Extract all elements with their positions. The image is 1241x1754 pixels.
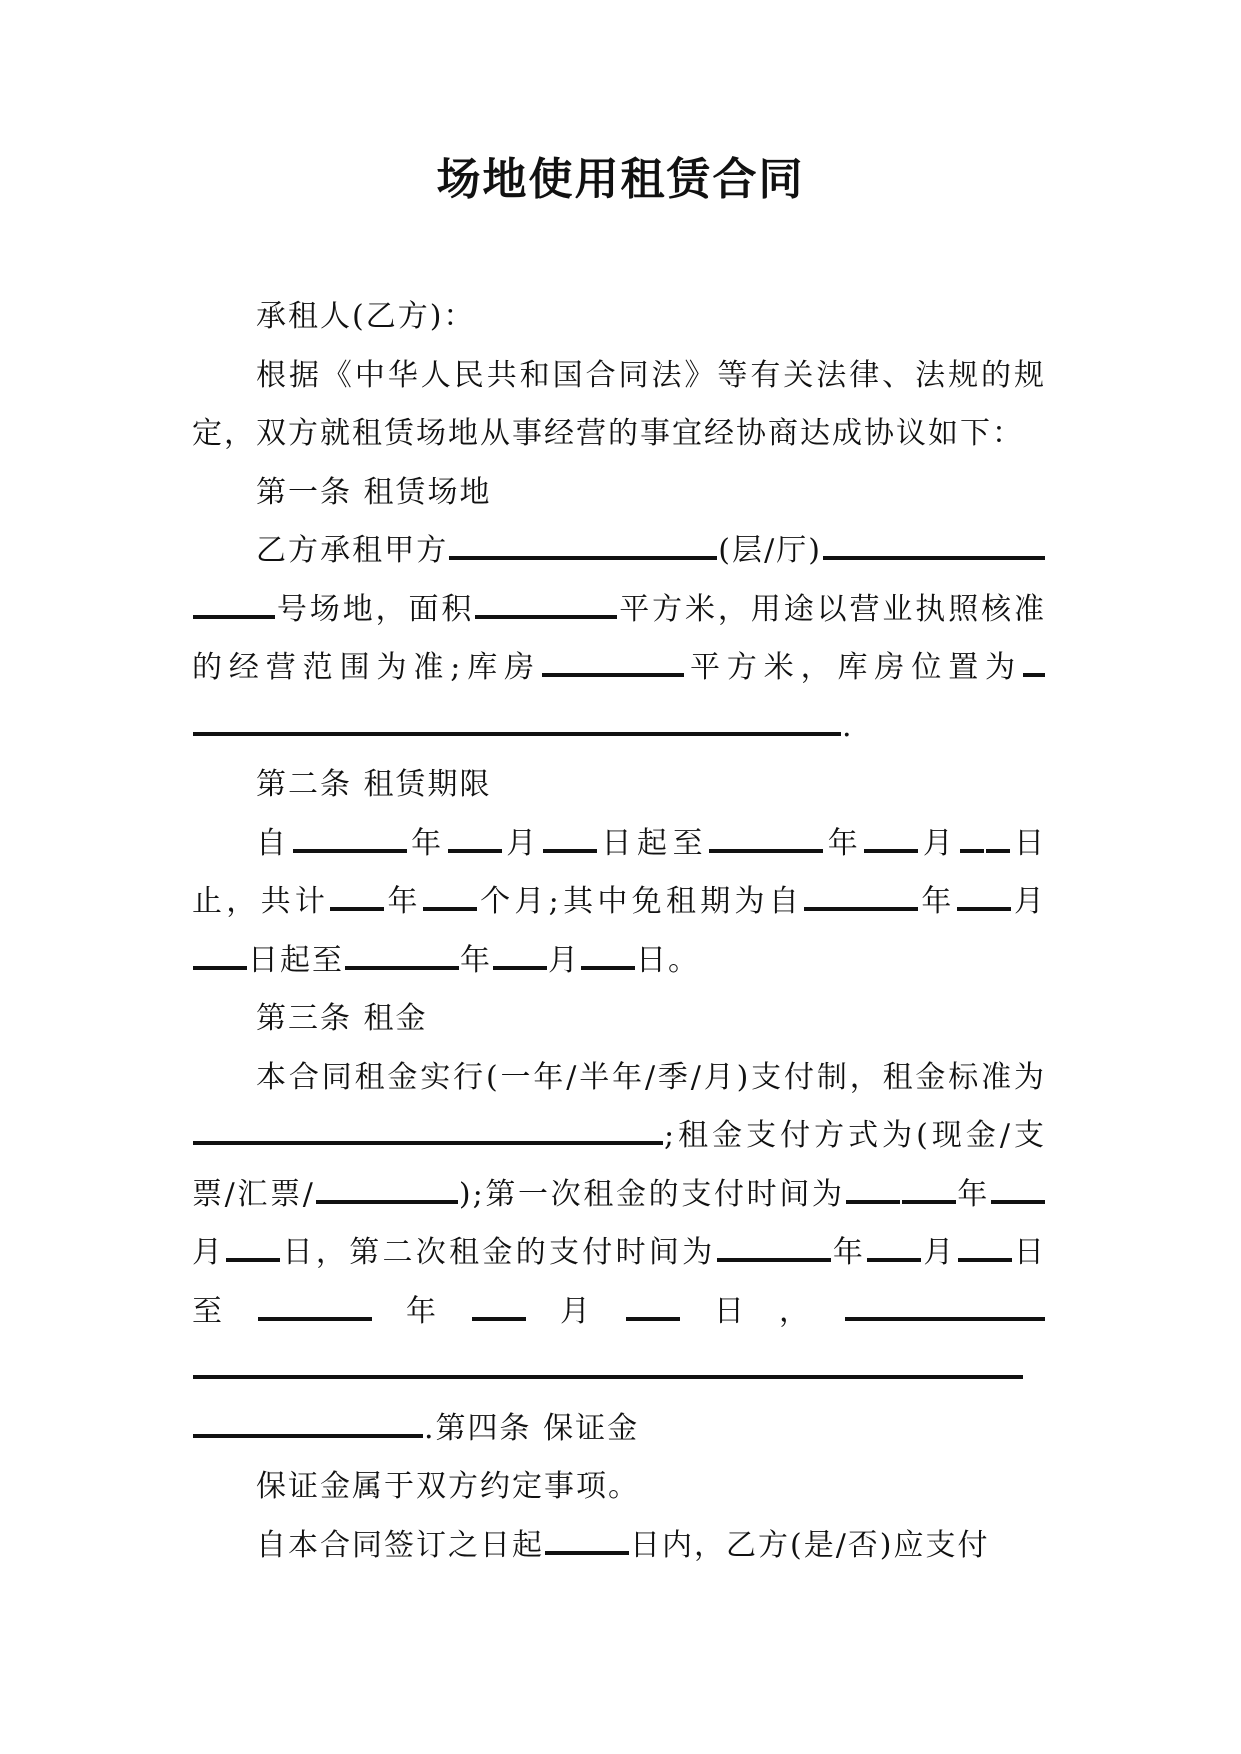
- blank-field[interactable]: [193, 597, 275, 619]
- article-1-paragraph: 乙方承租甲方 (层/厅)号场地，面积 平方米，用途以营业执照核准的经营范围为准;库房 平方米，库房位置为.: [192, 533, 1047, 744]
- blank-field[interactable]: [475, 597, 617, 619]
- blank-field[interactable]: [493, 948, 547, 970]
- blank-field[interactable]: [258, 1299, 372, 1321]
- blank-field[interactable]: [986, 831, 1010, 853]
- blank-field[interactable]: [991, 1182, 1045, 1204]
- blank-field[interactable]: [448, 831, 502, 853]
- article-3-heading: 第三条 租金: [256, 1001, 428, 1036]
- blank-field[interactable]: [316, 1182, 458, 1204]
- blank-field[interactable]: [717, 1240, 831, 1262]
- blank-field[interactable]: [472, 1299, 526, 1321]
- blank-field[interactable]: [864, 831, 918, 853]
- article-3-paragraph: 本合同租金实行(一年/半年/季/月)支付制，租金标准为;租金支付方式为(现金/支票/汇票/ );第一次租金的支付时间为 年月 日，第二次租金的支付时间为 年 月 日至 年 月 日，.第四条 保证金: [192, 1059, 1047, 1446]
- blank-field[interactable]: [902, 1182, 956, 1204]
- document-title: 场地使用租赁合同: [436, 154, 805, 205]
- blank-field[interactable]: [193, 948, 247, 970]
- article-1-heading: 第一条 租赁场地: [256, 474, 492, 510]
- blank-field[interactable]: [193, 1123, 663, 1145]
- article-2-heading: 第二条 租赁期限: [256, 767, 492, 802]
- blank-field[interactable]: [626, 1299, 680, 1321]
- blank-field[interactable]: [581, 948, 635, 970]
- blank-field[interactable]: [960, 831, 984, 853]
- blank-field[interactable]: [804, 889, 918, 911]
- blank-field[interactable]: [957, 889, 1011, 911]
- preamble-paragraph: 根据《中华人民共和国合同法》等有关法律、法规的规定，双方就租赁场地从事经营的事宜经协商达成协议如下：: [192, 357, 1046, 451]
- blank-field[interactable]: [423, 889, 477, 911]
- tenant-line: 承租人(乙方)：: [256, 299, 476, 334]
- blank-field[interactable]: [543, 831, 597, 853]
- deposit-paragraph: 保证金属于双方约定事项。: [256, 1469, 640, 1504]
- blank-field[interactable]: [226, 1240, 280, 1262]
- blank-field[interactable]: [542, 655, 684, 677]
- blank-field[interactable]: [293, 831, 407, 853]
- blank-field[interactable]: [345, 948, 459, 970]
- blank-field[interactable]: [823, 538, 1045, 560]
- blank-field[interactable]: [193, 1357, 1023, 1379]
- blank-field[interactable]: [449, 538, 717, 560]
- blank-field[interactable]: [845, 1299, 1045, 1321]
- blank-field[interactable]: [193, 1416, 423, 1438]
- document-body: [192, 288, 1046, 1575]
- blank-field[interactable]: [709, 831, 823, 853]
- blank-field[interactable]: [545, 1533, 629, 1555]
- blank-field[interactable]: [1023, 655, 1045, 677]
- article-2-paragraph: 自 年 月 日起至 年 月 日止，共计 年 个月;其中免租期为自 年 月日起至 年 月 日。: [192, 825, 1047, 978]
- deposit-payment-paragraph: 自本合同签订之日起 日内，乙方(是/否)应支付: [256, 1527, 990, 1563]
- blank-field[interactable]: [958, 1240, 1012, 1262]
- blank-field[interactable]: [193, 714, 841, 736]
- blank-field[interactable]: [330, 889, 384, 911]
- blank-field[interactable]: [846, 1182, 900, 1204]
- blank-field[interactable]: [867, 1240, 921, 1262]
